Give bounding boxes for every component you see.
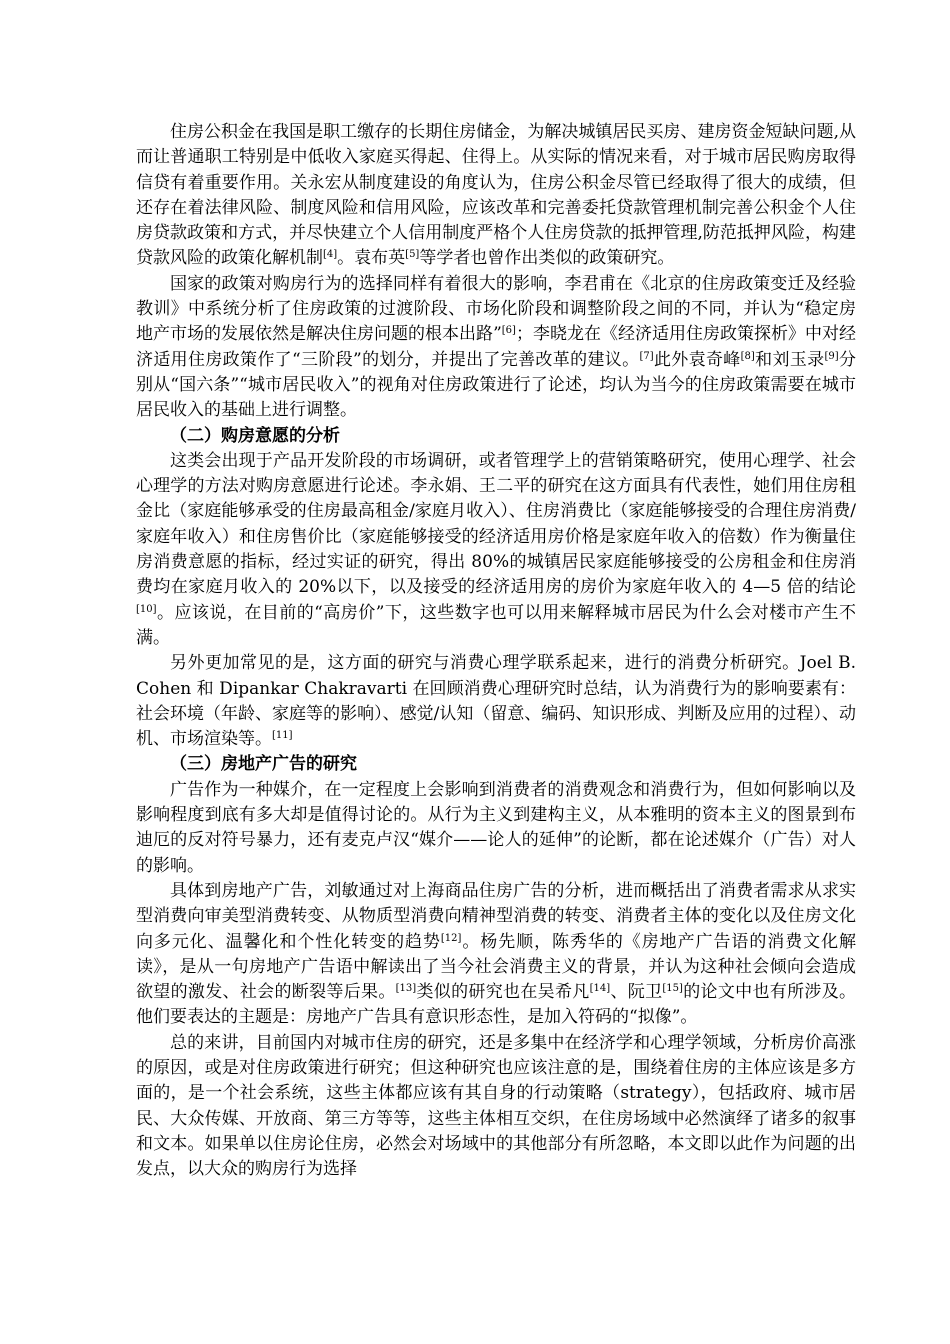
citation: [7]	[639, 350, 654, 362]
text: 等学者也曾作出类似的政策研究。	[419, 248, 675, 269]
text: 类似的研究也在吴希凡	[416, 982, 590, 1003]
citation: [10]	[136, 603, 157, 615]
text: 总的来讲，目前国内对城市住房的研究，还是多集中在经济学和心理学领域，分析房价高涨的原因，或是对住房政策进行研究；但这种研究也应该注意的是，围绕着住房的主体应该是多方面的，是一个社会系统，这些主体都应该有其自身的行动策略（strategy），包括政府、城市居民、大众传媒、开放商、第三方等等，这些主体相互交织，在住房场域中必然演绎了诸多的叙事和文本。如果单以住房论住房，必然会对场域中的其他部分有所忽略，本文即以此作为问题的出发点，以大众的购房行为选择	[136, 1032, 856, 1180]
section-heading-real-estate-ads: （三）房地产广告的研究	[170, 754, 357, 775]
text: 住房公积金在我国是职工缴存的长期住房储金，为解决城镇居民买房、建房资金短缺问题,从而让普通职工特别是中低收入家庭买得起、住得上。从实际的情况来看，对于城市居民购房取得信贷有着重要作用。关永宏从制度建设的角度认为，住房公积金尽管已经取得了很大的成绩，但还存在着法律风险、制度风险和信用风险，应该改革和完善委托贷款管理机制完善公积金个人住房贷款政策和方式，并尽快建立个人信用制度严格个人住房贷款的抵押管理,防范抵押风险，构建贷款风险的政策化解机制	[136, 122, 856, 269]
paragraph-real-estate-ads	[136, 879, 856, 1031]
citation: [12]	[440, 932, 462, 944]
paragraph-purchase-intention	[136, 449, 856, 651]
text: 。袁布英	[337, 248, 406, 269]
paragraph-housing-policy	[136, 272, 856, 424]
text: 这类会出现于产品开发阶段的市场调研，或者管理学上的营销策略研究，使用心理学、社会心理学的方法对购房意愿进行论述。李永娟、王二平的研究在这方面具有代表性，她们用住房租金比（家庭能够承受的住房最高租金/家庭月收入）、住房消费比（家庭能够接受的合理住房消费/家庭年收入）和住房售价比（家庭能够接受的经济适用房价格是家庭年收入的倍数）作为衡量住房消费意愿的指标，经过实证的研究，得出 80%的城镇居民家庭能够接受的公房租金和住房消费均在家庭月收入的 20%以下，以及接受的经济适用房的房价为家庭年收入的 4—5 倍的结论	[136, 450, 856, 598]
text: 。杨先顺，陈秀华的《房地产广告语的消费文化解读》，是从一句房地产广告语中解读出了当今社会消费主义的背景，并认为这种社会倾向会造成欲望的激发、社会的断裂等后果。	[136, 931, 857, 1003]
citation: [11]	[272, 730, 293, 742]
citation: [13]	[395, 983, 417, 995]
text: 国家的政策对购房行为的选择同样有着很大的影响，李君甫在《北京的住房政策变迁及经验教训》中系统分析了住房政策的过渡阶段、市场化阶段和调整阶段之间的不同，并认为“稳定房地产市场的发展依然是解决住房问题的根本出路”	[136, 273, 856, 345]
paragraph-consumer-psychology	[136, 651, 856, 752]
text: 具体到房地产广告，刘敏通过对上海商品住房广告的分析，进而概括出了消费者需求从求实型消费向审美型消费转变、从物质型消费向精神型消费的转变、消费者主体的变化以及住房文化向多元化、温馨化和个性化转变的趋势	[136, 880, 856, 952]
text: 另外更加常见的是，这方面的研究与消费心理学联系起来，进行的消费分析研究。Joel B. Cohen 和 Dipankar Chakravarti 在回顾消费心理研究时总结，认为消费行为的影响要素有：社会环境（年龄、家庭等的影响）、感觉/认知（留意、编码、知识形成、判断及应用的过程）、动机、市场渲染等。	[136, 653, 856, 750]
paragraph-housing-fund	[136, 120, 856, 272]
citation: [4]	[323, 249, 338, 261]
citation: [6]	[501, 325, 516, 337]
text: 分别从“国六条”“城市居民收入”的视角对住房政策进行了论述，均认为当今的住房政策需要在城市居民收入的基础上进行调整。	[136, 349, 857, 421]
paragraph-summary	[136, 1031, 856, 1183]
text: 此外袁奇峰	[653, 349, 741, 370]
text: 的论文中也有所涉及。他们要表达的主题是：房地产广告具有意识形态性，是加入符码的“拟像”。	[136, 982, 857, 1028]
citation: [15]	[662, 983, 683, 995]
document-page	[136, 120, 856, 1182]
citation: [8]	[740, 350, 755, 362]
citation: [9]	[824, 350, 839, 362]
section-heading-purchase-intention: （二）购房意愿的分析	[170, 425, 340, 446]
citation: [14]	[589, 983, 611, 995]
text: 、阮卫	[610, 982, 663, 1003]
paragraph-advertising-media	[136, 778, 856, 879]
text: 。应该说，在目前的“高房价”下，这些数字也可以用来解释城市居民为什么会对楼市产生不满。	[136, 602, 856, 648]
citation: [5]	[405, 249, 420, 261]
text: 和刘玉录	[754, 349, 825, 370]
text: 广告作为一种媒介，在一定程度上会影响到消费者的消费观念和消费行为，但如何影响以及影响程度到底有多大却是值得讨论的。从行为主义到建构主义，从本雅明的资本主义的图景到布迪厄的反对符号暴力，还有麦克卢汉“媒介——论人的延伸”的论断，都在论述媒介（广告）对人的影响。	[136, 779, 856, 876]
text: ；李晓龙在《经济适用住房政策探析》中对经济适用住房政策作了“三阶段”的划分，并提出了完善改革的建议。	[136, 324, 856, 370]
